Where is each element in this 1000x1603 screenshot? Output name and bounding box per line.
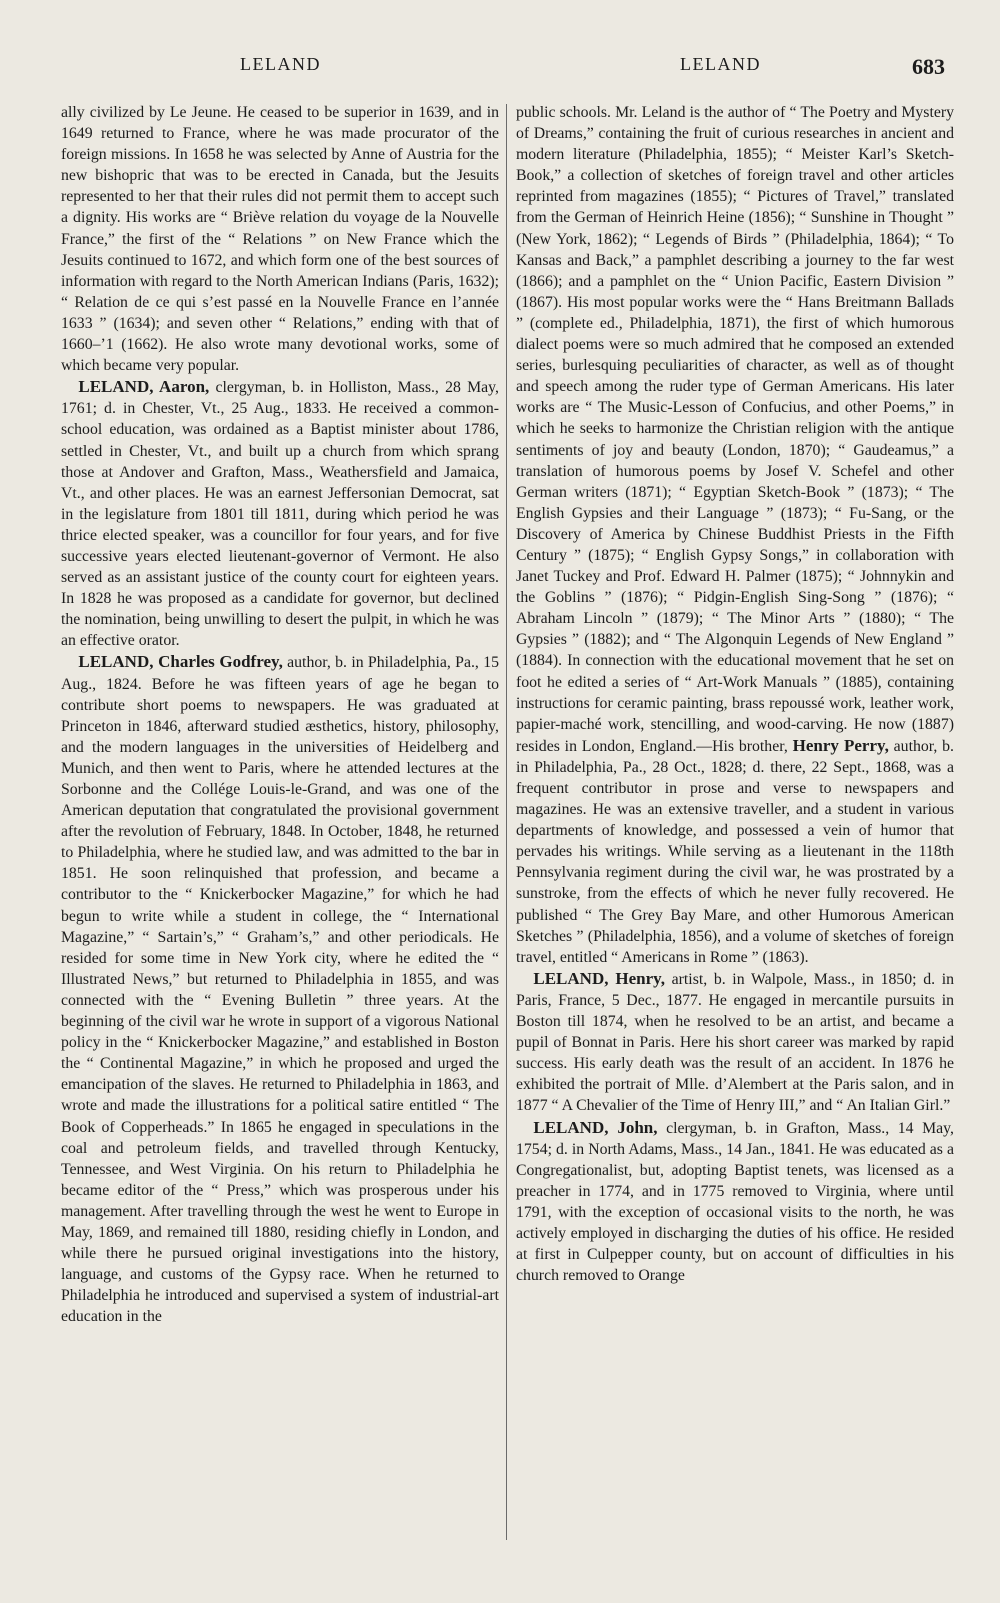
entry-text: clergyman, b. in Grafton, Mass., 14 May, 1754; d. in North Adams, Mass., 14 Jan., 1841. He was educated as a Congregationalist, but, adopting Baptist tenets, was licensed as a preacher in 1774, and in 1775 removed to Virginia, where until 1791, with the exception of occasional visits to the north, he was actively employed in discharging the duties of his office. He resided at first in Culpepper county, but on account of difficulties in his church removed to Orange xyxy=(516,1119,954,1285)
entry-headword: LELAND, Henry, xyxy=(533,968,665,988)
entry-continuation: ally civilized by Le Jeune. He ceased to be superior in 1639, and in 1649 returned to France, where he was made procurator of the foreign missions. In 1658 he was selected by Anne of Austria for the new bishopric that was to be erected in Canada, but the Jesuits represented to her that their rules did not permit them to accept such a dignity. His works are “ Briève relation du voyage de la Nouvelle France,” the first of the “ Relations ” on New France which the Jesuits continued to 1672, and which form one of the best sources of information with regard to the North American Indians (Paris, 1632); “ Relation de ce qui s’est passé en la Nouvelle France en l’année 1633 ” (1634); and seven other “ Relations,” ending with that of 1660–’1 (1662). He also wrote many devotional works, some of which became very popular. xyxy=(61,104,499,375)
page-number: 683 xyxy=(912,54,945,79)
entry-john-leland xyxy=(516,1117,954,1287)
entry-text: author, b. in Philadelphia, Pa., 15 Aug., 1824. Before he was fifteen years of age he began to contribute short poems to newspapers. He was graduated at Princeton in 1846, afterward studied æsthetics, history, philosophy, and the modern languages in the universities of Heidelberg and Munich, and then went to Paris, where he attended lectures at the Sorbonne and the Collége Louis-le-Grand, and was one of the American deputation that congratulated the provisional government after the revolution of February, 1848. In October, 1848, he returned to Philadelphia, where he studied law, and was admitted to the bar in 1851. He soon relinquished that profession, and became a contributor to the “ Knickerbocker Magazine,” for which he had begun to write while a student in college, the “ International Magazine,” “ Sartain’s,” “ Graham’s,” and other periodicals. He resided for some time in New York city, where he edited the “ Illustrated News,” but returned to Philadelphia in 1855, and was connected with the “ Evening Bulletin ” three years. At the beginning of the civil war he wrote in support of a vigorous National policy in the “ Knickerbocker Magazine,” and established in Boston the “ Continental Magazine,” in which he proposed and urged the emancipation of the slaves. He returned to Philadelphia in 1863, and wrote and made the illustrations for a political satire entitled “ The Book of Copperheads.” In 1865 he engaged in speculations in the coal and petroleum fields, and travelled through Kentucky, Tennessee, and West Virginia. On his return to Philadelphia he became editor of the “ Press,” which was prosperous under his management. After travelling through the west he went to Europe in May, 1869, and remained till 1880, residing chiefly in London, and while there he pursued original investigations into the history, language, and customs of the Gypsy race. When he returned to Philadelphia he introduced and supervised a system of industrial-art education in the xyxy=(61,654,499,1326)
sub-entry-headword: Henry Perry, xyxy=(792,735,889,755)
entry-continuation xyxy=(516,102,954,968)
entry-text: clergyman, b. in Holliston, Mass., 28 May, 1761; d. in Chester, Vt., 25 Aug., 1833. He received a common-school education, was ordained as a Baptist minister about 1786, settled in Chester, Vt., and built up a church from which sprang those at Andover and Grafton, Mass., Weathersfield and Jamaica, Vt., and other places. He was an earnest Jeffersonian Democrat, sat in the legislature from 1801 till 1811, during which period he was thrice elected speaker, was a councillor for four years, and for five successive years elected lieutenant-governor of Vermont. He also served as an assistant justice of the county court for eighteen years. In 1828 he was proposed as a candidate for governor, but declined the nomination, being unwilling to desert the pulpit, in which he was an effective orator. xyxy=(61,379,499,650)
entry-headword: LELAND, John, xyxy=(533,1117,658,1137)
left-column xyxy=(61,102,499,1542)
entry-henry-leland xyxy=(516,968,954,1117)
entry-text: artist, b. in Walpole, Mass., in 1850; d. in Paris, France, 5 Dec., 1877. He engaged in mercantile pursuits in Boston till 1874, when he resolved to be an artist, and became a pupil of Bonnat in Paris. Here his short career was marked by rapid success. His early death was the result of an accident. In 1876 he exhibited the portrait of Mlle. d’Alembert at the Paris salon, and in 1877 “ A Chevalier of the Time of Henry III,” and “ An Italian Girl.” xyxy=(516,970,954,1115)
column-divider xyxy=(506,104,507,1540)
entry-headword: LELAND, Aaron, xyxy=(78,377,210,397)
entry-aaron-leland xyxy=(61,376,499,651)
entry-text: public schools. Mr. Leland is the author of “ The Poetry and Mystery of Dreams,” containing the fruit of curious researches in ancient and modern literature (Philadelphia, 1855); “ Meister Karl’s Sketch-Book,” a collection of sketches of foreign travel and other articles reprinted from magazines (1855); “ Pictures of Travel,” translated from the German of Heinrich Heine (1856); “ Sunshine in Thought ” (New York, 1862); “ Legends of Birds ” (Philadelphia, 1864); “ To Kansas and Back,” a pamphlet describing a journey to the far west (1866); and a pamphlet on the “ Union Pacific, Eastern Division ” (1867). His most popular works were the “ Hans Breitmann Ballads ” (complete ed., Philadelphia, 1871), the first of which humorous dialect poems were so much admired that he composed an extended series, burlesquing peculiarities of character, as well as of thought and speech among the ruder type of German Americans. His later works are “ The Music-Lesson of Confucius, and other Poems,” in which he seeks to harmonize the Christian religion with the antique sentiments of joy and beauty (London, 1870); “ Gaudeamus,” a translation of humorous poems by Josef V. Schefel and other German writers (1871); “ Egyptian Sketch-Book ” (1873); “ The English Gypsies and their Language ” (1873); “ Fu-Sang, or the Discovery of America by Chinese Buddhist Priests in the Fifth Century ” (1875); “ English Gypsy Songs,” in collaboration with Janet Tuckey and Prof. Edward H. Palmer (1875); “ Johnnykin and the Goblins ” (1876); “ Pidgin-English Sing-Song ” (1876); “ Abraham Lincoln ” (1879); “ The Minor Arts ” (1880); “ The Gypsies ” (1882); and “ The Algonquin Legends of New England ” (1884). In connection with the educational movement that he set on foot he edited a series of “ Art-Work Manuals ” (1885), containing instructions for ceramic painting, brass repoussé work, leather work, papier-maché work, stencilling, and wood-carving. He now (1887) resides in London, England.—His brother, xyxy=(516,104,954,755)
entry-headword: LELAND, Charles Godfrey, xyxy=(78,652,283,672)
entry-text: author, b. in Philadelphia, Pa., 28 Oct., 1828; d. there, 22 Sept., 1868, was a frequent contributor in prose and verse to newspapers and magazines. He was an extensive traveller, and a student in various departments of knowledge, and possessed a vein of humor that pervades his writings. While serving as a lieutenant in the 118th Pennsylvania regiment during the civil war, he was prostrated by a sunstroke, from the effects of which he never fully recovered. He published “ The Grey Bay Mare, and other Humorous American Sketches ” (Philadelphia, 1856), and a volume of sketches of foreign travel, entitled “ Americans in Rome ” (1863). xyxy=(516,737,954,966)
running-head-left: LELAND xyxy=(240,54,321,74)
running-head-right: LELAND xyxy=(680,54,761,74)
right-column xyxy=(516,102,954,1542)
entry-charles-godfrey-leland xyxy=(61,651,499,1327)
